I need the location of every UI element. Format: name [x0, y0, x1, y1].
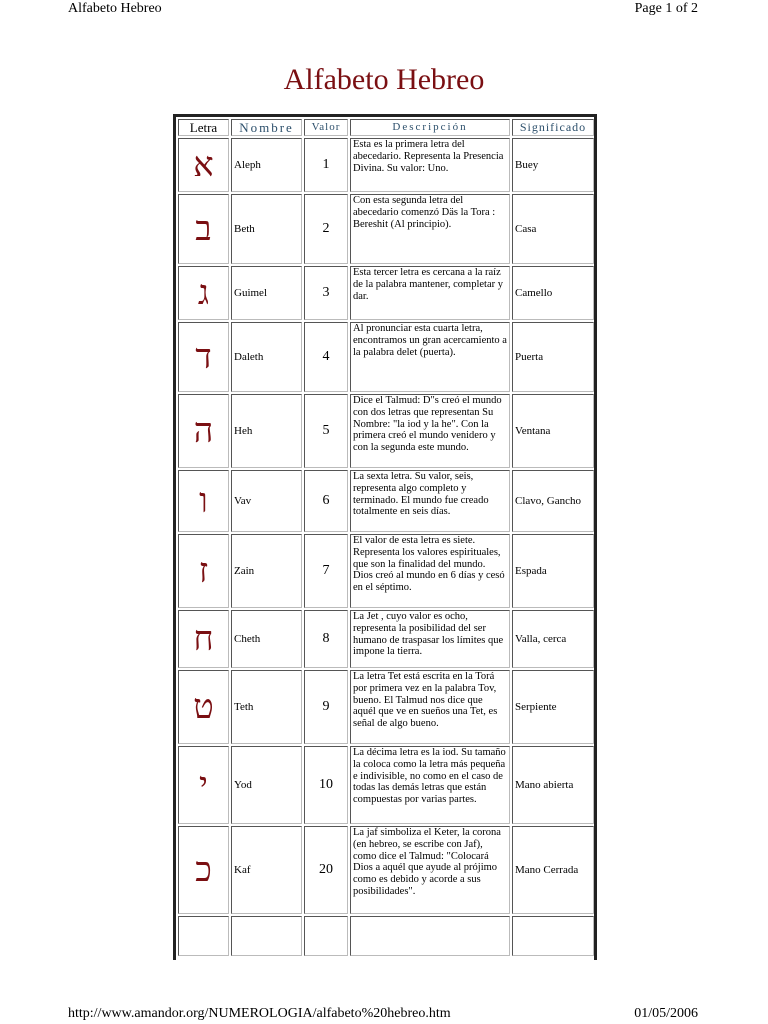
hebrew-letter: ב — [178, 194, 229, 264]
letter-meaning: Mano Cerrada — [512, 826, 594, 914]
letter-meaning: Ventana — [512, 394, 594, 468]
table-row — [178, 670, 594, 744]
header-nombre: Nombre — [231, 119, 302, 136]
letter-value: 6 — [304, 470, 348, 532]
table-row — [178, 394, 594, 468]
letter-description: Al pronunciar esta cuarta letra, encontramos un gran acercamiento a la palabra delet (puerta). — [350, 322, 510, 392]
print-header-title: Alfabeto Hebreo — [68, 1, 162, 16]
table-row — [178, 322, 594, 392]
table-row — [178, 826, 594, 914]
letter-meaning: Mano abierta — [512, 746, 594, 824]
print-footer-url: http://www.amandor.org/NUMEROLOGIA/alfabeto%20hebreo.htm — [68, 1006, 451, 1021]
letter-meaning: Valla, cerca — [512, 610, 594, 668]
table-row — [178, 746, 594, 824]
letter-description: El valor de esta letra es siete. Representa los valores espirituales, que son la finalidad del mundo. Dios creó al mundo en 6 días y cesó en el séptimo. — [350, 534, 510, 608]
page-title: Alfabeto Hebreo — [283, 63, 485, 96]
letter-description: Esta es la primera letra del abecedario. Representa la Presencia Divina. Su valor: Uno. — [350, 138, 510, 192]
hebrew-letter: א — [178, 138, 229, 192]
letter-name: Cheth — [231, 610, 302, 668]
letter-value: 1 — [304, 138, 348, 192]
empty-cell — [350, 916, 510, 956]
letter-name: Teth — [231, 670, 302, 744]
hebrew-letter: ג — [178, 266, 229, 320]
hebrew-letter: ו — [178, 470, 229, 532]
letter-value: 8 — [304, 610, 348, 668]
letter-meaning: Camello — [512, 266, 594, 320]
table-row — [178, 470, 594, 532]
letter-value: 20 — [304, 826, 348, 914]
letter-name: Zain — [231, 534, 302, 608]
letter-description: Con esta segunda letra del abecedario comenzó Däs la Tora : Bereshit (Al principio). — [350, 194, 510, 264]
alphabet-table-container[interactable] — [173, 114, 597, 960]
letter-value: 10 — [304, 746, 348, 824]
letter-description: Esta tercer letra es cercana a la raíz de la palabra mantener, completar y dar. — [350, 266, 510, 320]
letter-description: La décima letra es la iod. Su tamaño la coloca como la letra más pequeña e indivisible, no como en el caso de todas las demás letras que están compuestas por varias partes. — [350, 746, 510, 824]
letter-name: Yod — [231, 746, 302, 824]
hebrew-letter: ז — [178, 534, 229, 608]
letter-meaning: Puerta — [512, 322, 594, 392]
hebrew-letter: ט — [178, 670, 229, 744]
empty-cell — [231, 916, 302, 956]
letter-description: Dice el Talmud: D"s creó el mundo con dos letras que representan Su Nombre: "la iod y la he". Con la primera creó el mundo venidero y con la segunda este mundo. — [350, 394, 510, 468]
letter-description: La letra Tet está escrita en la Torá por primera vez en la palabra Tov, bueno. El Talmud nos dice que aquél que ve en sueños una Tet, es señal de algo bueno. — [350, 670, 510, 744]
table-row — [178, 534, 594, 608]
table-row — [178, 266, 594, 320]
table-row-partial — [178, 916, 594, 956]
table-row — [178, 194, 594, 264]
letter-description: La jaf simboliza el Keter, la corona (en hebreo, se escribe con Jaf), como dice el Talmud: "Colocará Dios a aquél que ayude al prójimo como es debido y acorde a sus posibilidades". — [350, 826, 510, 914]
table-row — [178, 138, 594, 192]
header-valor: Valor — [304, 119, 348, 136]
table-header-row — [178, 119, 594, 136]
print-footer-date: 01/05/2006 — [634, 1006, 698, 1021]
hebrew-letter: כ — [178, 826, 229, 914]
letter-value: 3 — [304, 266, 348, 320]
letter-name: Beth — [231, 194, 302, 264]
letter-name: Aleph — [231, 138, 302, 192]
letter-meaning: Espada — [512, 534, 594, 608]
letter-value: 9 — [304, 670, 348, 744]
empty-cell — [512, 916, 594, 956]
header-significado: Significado — [512, 119, 594, 136]
alphabet-table — [176, 117, 596, 958]
letter-meaning: Clavo, Gancho — [512, 470, 594, 532]
print-header-page: Page 1 of 2 — [634, 1, 698, 16]
letter-value: 4 — [304, 322, 348, 392]
letter-name: Vav — [231, 470, 302, 532]
empty-cell — [178, 916, 229, 956]
letter-name: Daleth — [231, 322, 302, 392]
letter-meaning: Serpiente — [512, 670, 594, 744]
letter-meaning: Buey — [512, 138, 594, 192]
letter-name: Guimel — [231, 266, 302, 320]
letter-name: Heh — [231, 394, 302, 468]
letter-description: La sexta letra. Su valor, seis, representa algo completo y terminado. El mundo fue creado totalmente en seis días. — [350, 470, 510, 532]
letter-description: La Jet , cuyo valor es ocho, representa la posibilidad del ser humano de traspasar los límites que impone la tierra. — [350, 610, 510, 668]
header-letra: Letra — [178, 119, 229, 136]
letter-value: 7 — [304, 534, 348, 608]
header-descripcion: Descripción — [350, 119, 510, 136]
hebrew-letter: ה — [178, 394, 229, 468]
hebrew-letter: ח — [178, 610, 229, 668]
empty-cell — [304, 916, 348, 956]
letter-name: Kaf — [231, 826, 302, 914]
letter-value: 2 — [304, 194, 348, 264]
hebrew-letter: ד — [178, 322, 229, 392]
letter-value: 5 — [304, 394, 348, 468]
letter-meaning: Casa — [512, 194, 594, 264]
table-row — [178, 610, 594, 668]
hebrew-letter: י — [178, 746, 229, 824]
